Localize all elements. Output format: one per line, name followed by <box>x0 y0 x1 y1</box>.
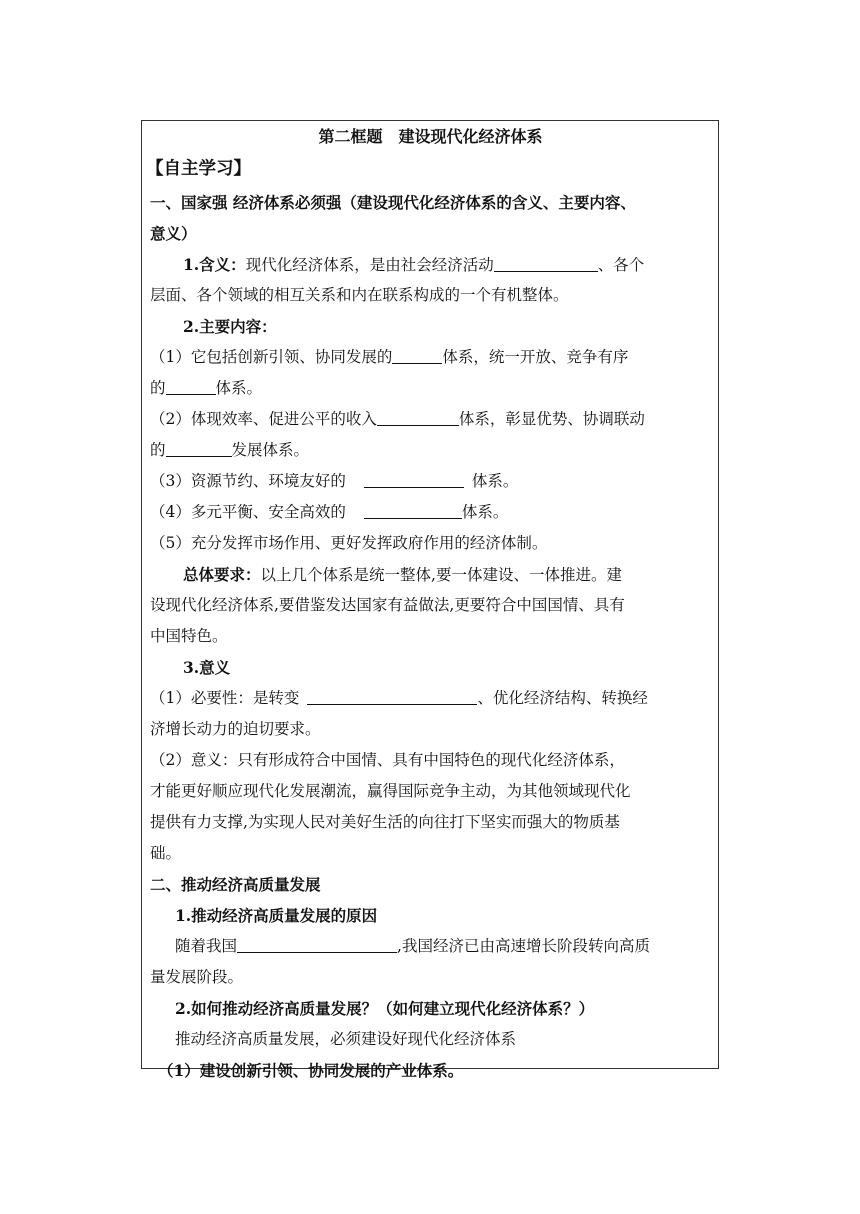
meaning-label: 1.含义： <box>183 255 246 274</box>
content-item-5: （5）充分发挥市场作用、更好发挥政府作用的经济体制。 <box>150 534 548 552</box>
section-heading-1-cont: 意义） <box>150 224 197 243</box>
content-item-4-text: （4）多元平衡、安全高效的 <box>150 503 346 521</box>
meaning-text-end: 、各个 <box>597 256 645 274</box>
section-heading-1: 一、国家强 经济体系必须强（建设现代化经济体系的含义、主要内容、 <box>150 193 636 212</box>
significance-line-3: 提供有力支撑,为实现人民对美好生活的向往打下坚实而强大的物质基 <box>150 813 620 831</box>
significance-line-2: 才能更好顺应现代化发展潮流，赢得国际竞争主动，为其他领域现代化 <box>150 782 631 800</box>
section-heading-2: 二、推动经济高质量发展 <box>150 875 321 894</box>
reason-text: 随着我国 <box>175 937 238 955</box>
blank-5[interactable] <box>166 438 232 457</box>
blank-9[interactable] <box>237 934 397 953</box>
overall-line <box>150 559 711 590</box>
subheading-reason: 1.推动经济高质量发展的原因 <box>175 906 378 925</box>
reason-line <box>150 931 711 962</box>
content-item-2-text-c: 的 <box>150 441 166 459</box>
significance-line-4: 础。 <box>150 844 182 862</box>
content-item-3-text-b: 体系。 <box>471 472 519 490</box>
page-title: 第二框题 建设现代化经济体系 <box>318 127 543 146</box>
necessity-text: （1）必要性：是转变 <box>150 689 300 707</box>
content-item-4-text-b: 体系。 <box>461 503 509 521</box>
overall-text: 以上几个体系是统一整体,要一体建设、一体推进。建 <box>260 566 622 584</box>
content-item-2-text: （2）体现效率、促进公平的收入 <box>150 410 377 428</box>
content-item-1-text-b: 体系，统一开放、竞争有序 <box>442 348 629 366</box>
content-item-1 <box>150 342 711 373</box>
reason-text-b: ,我国经济已由高速增长阶段转向高质 <box>397 937 650 955</box>
how-item-1: （1）建设创新引领、协同发展的产业体系。 <box>158 1061 464 1080</box>
meaning-line <box>150 249 711 280</box>
content-item-2 <box>150 404 711 435</box>
overall-line-3: 中国特色。 <box>150 627 228 645</box>
subheading-how: 2.如何推动经济高质量发展？（如何建立现代化经济体系？） <box>175 999 595 1018</box>
content-item-3 <box>150 466 711 497</box>
content-item-3-text: （3）资源节约、环境友好的 <box>150 472 346 490</box>
meaning-text: 现代化经济体系，是由社会经济活动 <box>245 256 494 274</box>
necessity-line-2: 济增长动力的迫切要求。 <box>150 720 321 738</box>
content-item-1-text: （1）它包括创新引领、协同发展的 <box>150 348 393 366</box>
blank-4[interactable] <box>377 407 459 426</box>
section-label: 【自主学习】 <box>146 159 251 179</box>
significance-label: 3.意义 <box>183 658 231 677</box>
content-item-1-cont <box>150 373 711 404</box>
content-item-1-text-d: 体系。 <box>215 379 263 397</box>
blank-8[interactable] <box>307 686 477 705</box>
content-item-2-text-d: 发展体系。 <box>231 441 310 459</box>
meaning-line-2: 层面、各个领域的相互关系和内在联系构成的一个有机整体。 <box>150 286 569 304</box>
blank-1[interactable] <box>494 253 598 272</box>
overall-label: 总体要求： <box>183 565 261 584</box>
document-body <box>142 123 718 1086</box>
document-frame <box>141 120 719 1080</box>
blank-6[interactable] <box>364 469 464 488</box>
reason-line-2: 量发展阶段。 <box>150 968 244 986</box>
overall-line-2: 设现代化经济体系,要借鉴发达国家有益做法,更要符合中国国情、具有 <box>150 596 625 614</box>
content-label: 2.主要内容： <box>183 317 277 336</box>
necessity-text-b: 、优化经济结构、转换经 <box>477 689 648 707</box>
blank-2[interactable] <box>392 345 442 364</box>
necessity-line <box>150 683 711 714</box>
content-item-2-cont <box>150 435 711 466</box>
content-item-2-text-b: 体系，彰显优势、协调联动 <box>458 410 645 428</box>
significance-line-1: （2）意义：只有形成符合中国情、具有中国特色的现代化经济体系， <box>150 751 625 769</box>
blank-7[interactable] <box>364 500 462 519</box>
content-item-1-text-c: 的 <box>150 379 166 397</box>
how-line: 推动经济高质量发展，必须建设好现代化经济体系 <box>175 1030 517 1048</box>
content-item-4 <box>150 497 711 528</box>
blank-3[interactable] <box>166 376 216 395</box>
